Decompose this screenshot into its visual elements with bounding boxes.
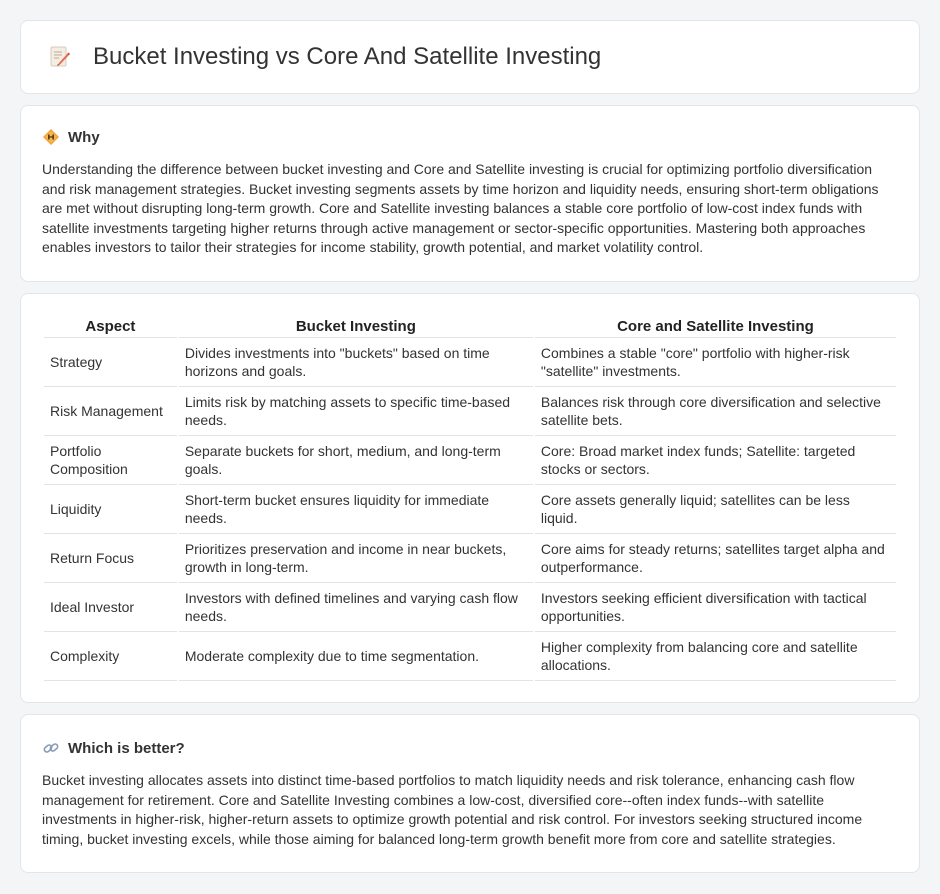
why-text: Understanding the difference between bucket investing and Core and Satellite investing is crucial for optimizing portfolio diversification and risk management strategies. Bucket investing segments assets by time horizon and liquidity needs, ensuring short-term obligations are met without disrupting long-term growth. Core and Satellite investing balances a stable core portfolio of low-cost index funds with satellite investments targeting higher returns through active management or sector-specific opportunities. Mastering both approaches enables investors to tailor their strategies for income stability, growth potential, and market volatility control. (42, 161, 879, 255)
bucket-cell: Prioritizes preservation and income in near buckets, growth in long-term. (179, 534, 533, 583)
aspect-cell: Complexity (44, 632, 177, 681)
bucket-cell: Investors with defined timelines and varying cash flow needs. (179, 583, 533, 632)
table-row (44, 534, 896, 583)
better-text: Bucket investing allocates assets into distinct time-based portfolios to match liquidity needs and risk tolerance, enhancing cash flow management for retirement. Core and Satellite Investing combines a low-cost, diversified core--often index funds--with satellite investments in higher-risk, higher-return assets to optimize growth potential and risk control. For investors seeking structured income timing, bucket investing excels, while those aiming for balanced long-term growth benefit more from core and satellite strategies. (42, 772, 863, 847)
header-bucket: Bucket Investing (179, 314, 533, 338)
comparison-table (42, 314, 898, 681)
table-row (44, 583, 896, 632)
page-title: Bucket Investing vs Core And Satellite Investing (93, 43, 602, 70)
aspect-cell: Strategy (44, 338, 177, 387)
header-core: Core and Satellite Investing (535, 314, 896, 338)
table-row (44, 436, 896, 485)
core-cell: Balances risk through core diversification and selective satellite bets. (535, 387, 896, 436)
why-section (20, 105, 920, 282)
core-cell: Core aims for steady returns; satellites target alpha and outperformance. (535, 534, 896, 583)
document-pencil-icon (47, 44, 73, 70)
better-heading (42, 739, 899, 757)
why-title: Why (68, 128, 100, 146)
aspect-cell: Ideal Investor (44, 583, 177, 632)
header-aspect: Aspect (44, 314, 177, 338)
link-icon (42, 739, 60, 757)
comparison-section (20, 293, 920, 703)
core-cell: Higher complexity from balancing core and satellite allocations. (535, 632, 896, 681)
core-cell: Investors seeking efficient diversification with tactical opportunities. (535, 583, 896, 632)
core-cell: Combines a stable "core" portfolio with higher-risk "satellite" investments. (535, 338, 896, 387)
aspect-cell: Return Focus (44, 534, 177, 583)
bucket-cell: Short-term bucket ensures liquidity for immediate needs. (179, 485, 533, 534)
table-row (44, 485, 896, 534)
aspect-cell: Liquidity (44, 485, 177, 534)
table-row (44, 338, 896, 387)
table-header-row (44, 314, 896, 338)
bucket-cell: Divides investments into "buckets" based on time horizons and goals. (179, 338, 533, 387)
better-title: Which is better? (68, 739, 185, 757)
diamond-sign-icon (42, 128, 60, 146)
aspect-cell: Risk Management (44, 387, 177, 436)
core-cell: Core: Broad market index funds; Satellite: targeted stocks or sectors. (535, 436, 896, 485)
bucket-cell: Separate buckets for short, medium, and long-term goals. (179, 436, 533, 485)
core-cell: Core assets generally liquid; satellites can be less liquid. (535, 485, 896, 534)
why-heading (42, 128, 899, 146)
which-is-better-section (20, 714, 920, 873)
title-card (20, 20, 920, 94)
bucket-cell: Moderate complexity due to time segmentation. (179, 632, 533, 681)
table-row (44, 632, 896, 681)
bucket-cell: Limits risk by matching assets to specific time-based needs. (179, 387, 533, 436)
aspect-cell: Portfolio Composition (44, 436, 177, 485)
table-row (44, 387, 896, 436)
